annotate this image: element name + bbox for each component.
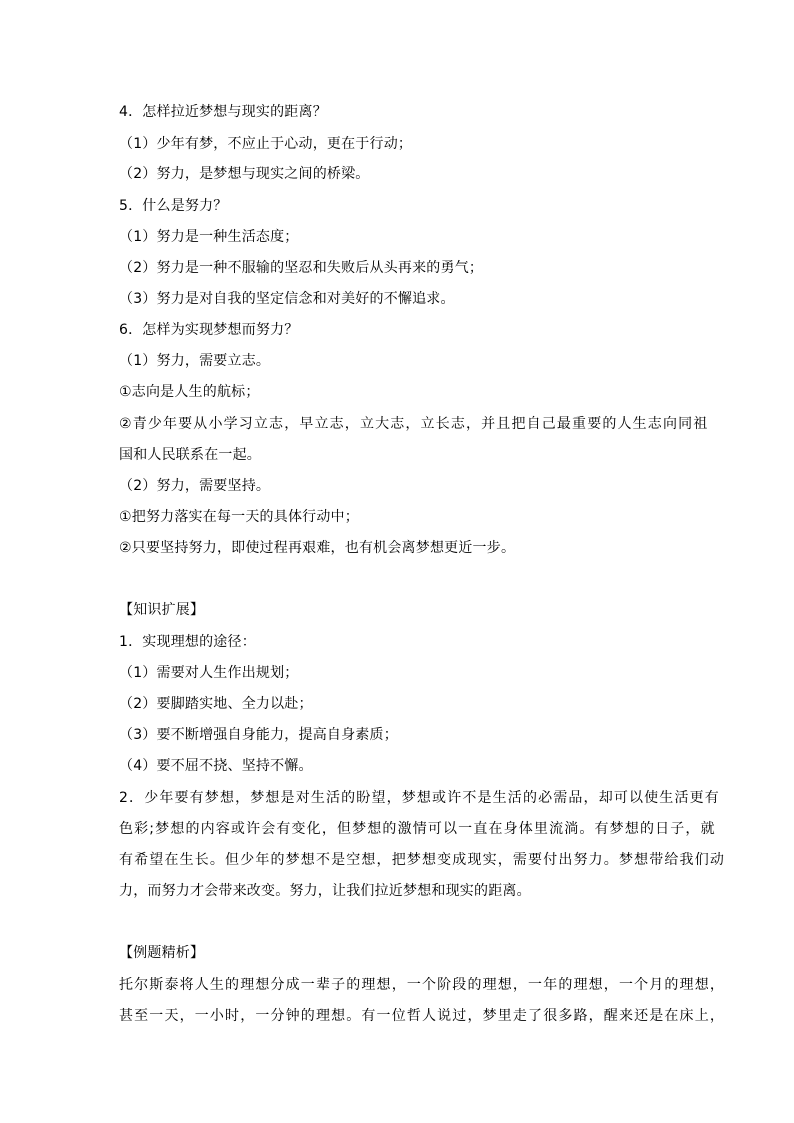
expansion-line-3: （2）要脚踏实地、全力以赴；: [119, 696, 313, 712]
expansion-line-1: 1．实现理想的途径：: [119, 634, 256, 650]
question-4-item-1: （1）少年有梦，不应止于心动，更在于行动；: [119, 136, 413, 152]
question-5-item-2: （2）努力是一种不服输的坚忍和失败后从头再来的勇气；: [119, 260, 484, 276]
question-6-subitem-1: ①志向是人生的航标；: [119, 384, 260, 400]
expansion-line-7: 色彩;梦想的内容或许会有变化，但梦想的激情可以一直在身体里流淌。有梦想的日子，就: [119, 821, 716, 837]
question-6-heading: 6．怎样为实现梦想而努力？: [119, 322, 299, 338]
example-title: 【例题精析】: [119, 945, 205, 961]
question-6-item-1: （1）努力，需要立志。: [119, 353, 271, 369]
example-line-1: 托尔斯泰将人生的理想分成一辈子的理想，一个阶段的理想，一年的理想，一个月的理想，: [119, 977, 725, 993]
question-6-subitem-4: ②只要坚持努力，即使过程再艰难，也有机会离梦想更近一步。: [119, 540, 516, 556]
question-6-subitem-3: ①把努力落实在每一天的具体行动中；: [119, 509, 359, 525]
question-6-subitem-2-cont: 国和人民联系在一起。: [119, 447, 261, 463]
question-6-item-2: （2）努力，需要坚持。: [119, 478, 271, 494]
question-4-item-2: （2）努力，是梦想与现实之间的桥梁。: [119, 166, 370, 182]
expansion-line-8: 有希望在生长。但少年的梦想不是空想，把梦想变成现实，需要付出努力。梦想带给我们动: [119, 852, 725, 868]
question-5-heading: 5．什么是努力？: [119, 198, 228, 214]
example-line-2: 甚至一天，一小时，一分钟的理想。有一位哲人说过，梦里走了很多路，醒来还是在床上，: [119, 1008, 725, 1024]
expansion-line-4: （3）要不断增强自身能力，提高自身素质；: [119, 727, 398, 743]
expansion-line-6: 2．少年要有梦想，梦想是对生活的盼望，梦想或许不是生活的必需品，却可以使生活更有: [119, 790, 720, 806]
question-5-item-1: （1）努力是一种生活态度；: [119, 229, 299, 245]
question-5-item-3: （3）努力是对自我的坚定信念和对美好的不懈追求。: [119, 291, 455, 307]
expansion-line-5: （4）要不屈不挠、坚持不懈。: [119, 758, 313, 774]
question-4-heading: 4．怎样拉近梦想与现实的距离？: [119, 104, 327, 120]
expansion-line-9: 力，而努力才会带来改变。努力，让我们拉近梦想和现实的距离。: [119, 883, 531, 899]
expansion-line-2: （1）需要对人生作出规划；: [119, 665, 299, 681]
question-6-subitem-2: ②青少年要从小学习立志，早立志，立大志，立长志，并且把自己最重要的人生志向同祖: [119, 416, 709, 432]
expansion-title: 【知识扩展】: [119, 602, 205, 618]
